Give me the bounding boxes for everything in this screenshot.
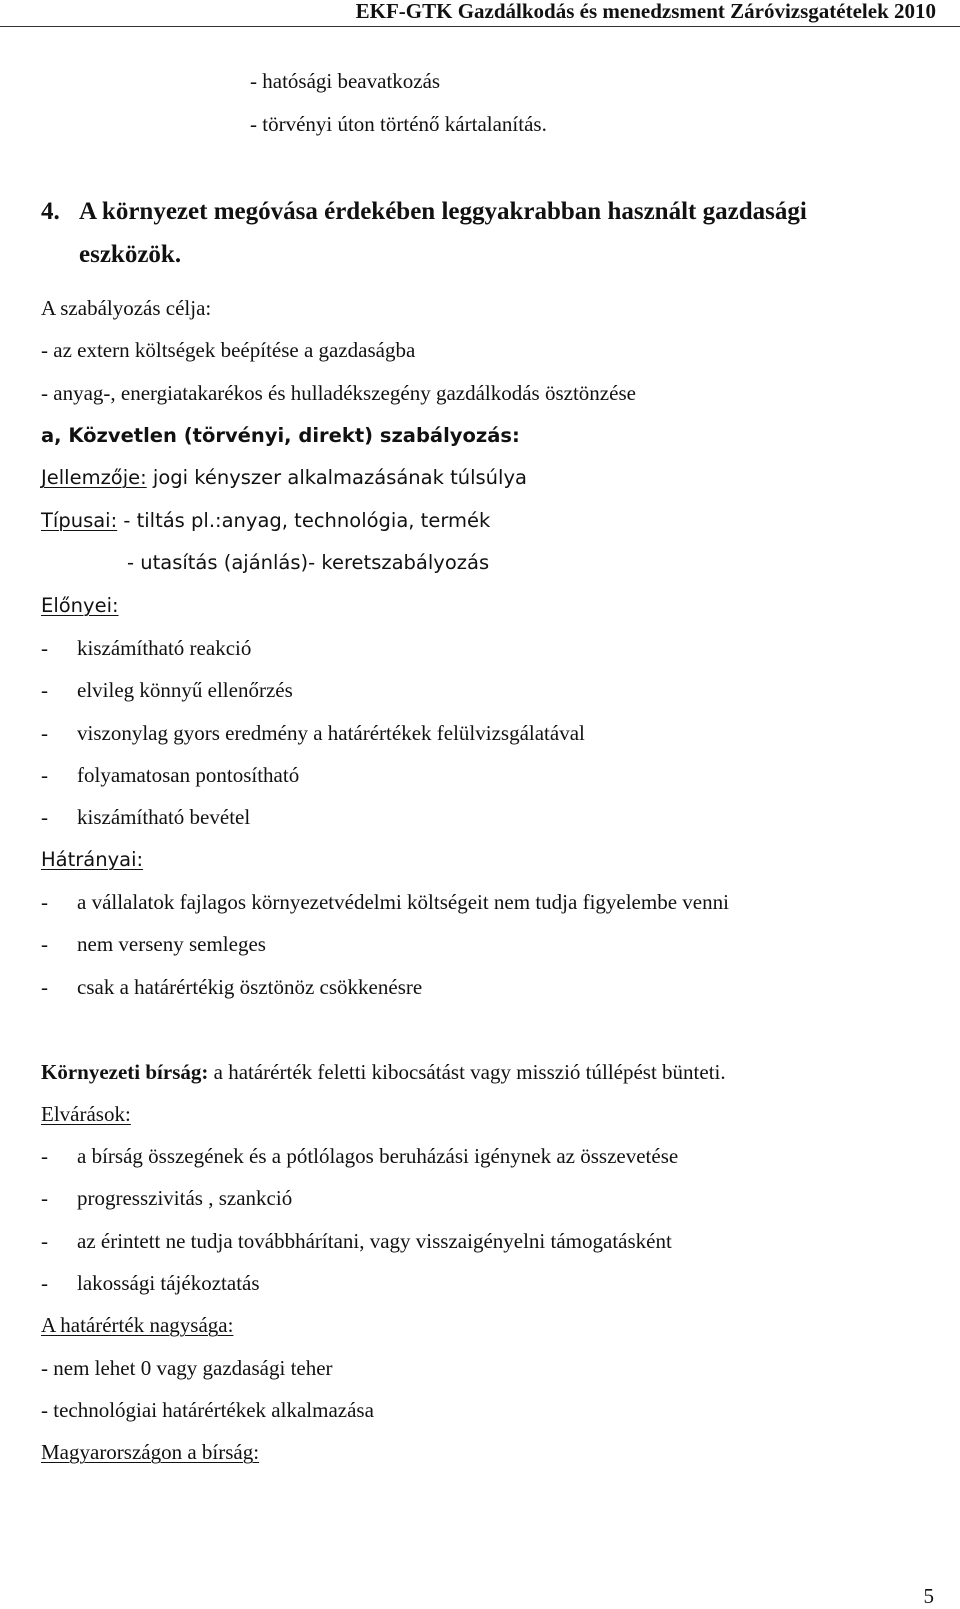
limit-item: - nem lehet 0 vagy gazdasági teher (41, 1356, 333, 1380)
limit-item: - technológiai határértékek alkalmazása (41, 1398, 374, 1422)
advantage-item: - folyamatosan pontosítható (41, 763, 300, 787)
expectation-item: - a bírság összegének és a pótlólagos beruházási igénynek az összevetése (41, 1144, 679, 1168)
intro-item: - törvényi úton történő kártalanítás. (250, 112, 547, 136)
types-line (41, 508, 490, 534)
goal-item: - anyag-, energiatakarékos és hulladékszegény gazdálkodás ösztönzése (41, 381, 636, 405)
header-rule (0, 26, 960, 27)
direct-heading: a, Közvetlen (törvényi, direkt) szabályozás: (41, 424, 520, 447)
expectation-item: - az érintett ne tudja továbbhárítani, vagy visszaigényelni támogatásként (41, 1229, 672, 1253)
hungary-label: Magyarországon a bírság: (41, 1440, 260, 1464)
disadvantage-item: - a vállalatok fajlagos környezetvédelmi költségeit nem tudja figyelembe venni (41, 890, 729, 914)
fine-definition (41, 1059, 726, 1085)
section-title-line2: eszközök. (79, 241, 182, 268)
feature-line (41, 465, 527, 491)
types-text-2: - utasítás (ajánlás)- keretszabályozás (127, 551, 490, 574)
fine-text: a határérték feletti kibocsátást vagy misszió túllépést bünteti. (208, 1060, 726, 1084)
running-header: EKF-GTK Gazdálkodás és menedzsment Záróvizsgatételek 2010 (355, 0, 936, 23)
feature-text: jogi kényszer alkalmazásának túlsúlya (146, 466, 527, 489)
expectation-item: - progresszivitás , szankció (41, 1186, 293, 1210)
disadvantage-item: - nem verseny semleges (41, 932, 266, 956)
page-number: 5 (923, 1584, 934, 1608)
goal-heading: A szabályozás célja: (41, 296, 212, 320)
section-heading (41, 197, 807, 227)
types-label: Típusai: (41, 509, 118, 532)
intro-item: - hatósági beavatkozás (250, 69, 441, 93)
advantages-label: Előnyei: (41, 594, 119, 617)
limit-label: A határérték nagysága: (41, 1313, 234, 1337)
fine-term: Környezeti bírság: (41, 1060, 209, 1084)
section-number: 4. (41, 198, 60, 225)
goal-item: - az extern költségek beépítése a gazdaságba (41, 338, 416, 362)
disadvantages-label: Hátrányai: (41, 848, 144, 871)
expectations-label: Elvárások: (41, 1102, 131, 1126)
disadvantage-item: - csak a határértékig ösztönöz csökkenésre (41, 975, 423, 999)
feature-label: Jellemzője: (41, 466, 147, 489)
advantage-item: - elvileg könnyű ellenőrzés (41, 678, 293, 702)
section-title-line1: A környezet megóvása érdekében leggyakrabban használt gazdasági (79, 198, 807, 225)
advantage-item: - viszonylag gyors eredmény a határértékek felülvizsgálatával (41, 721, 585, 745)
advantage-item: - kiszámítható bevétel (41, 805, 251, 829)
expectation-item: - lakossági tájékoztatás (41, 1271, 260, 1295)
types-text-1: - tiltás pl.:anyag, technológia, termék (117, 509, 491, 532)
advantage-item: - kiszámítható reakció (41, 636, 252, 660)
